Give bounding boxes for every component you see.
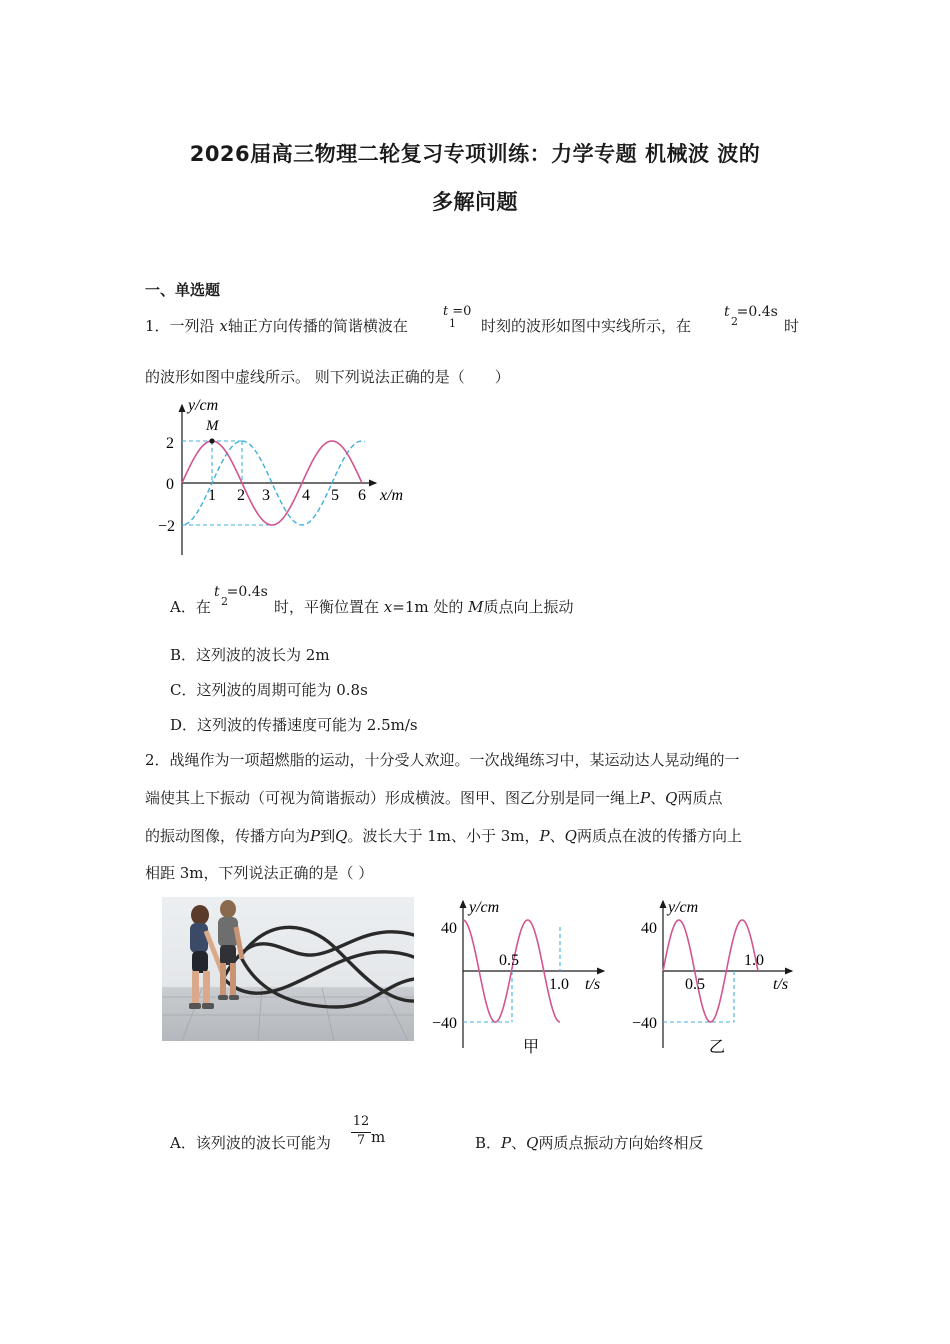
q2-line2-p: P <box>640 789 651 807</box>
q1-text-c: 时刻的波形如图中实线所示，在 <box>481 317 692 335</box>
q1-option-a-t2-symbol: t <box>214 584 220 600</box>
q1-x-tick-2: 2 <box>237 487 245 504</box>
q1-line2: 的波形如图中虚线所示。 则下列说法正确的是（ ） <box>145 368 510 386</box>
jia-y-bottom: −40 <box>432 1015 458 1032</box>
q1-number: 1． <box>145 317 170 335</box>
yi-t1: 0.5 <box>685 976 705 993</box>
q2-option-b-p: P <box>501 1134 512 1152</box>
jia-caption: 甲 <box>523 1039 540 1056</box>
yi-t2: 1.0 <box>744 952 764 969</box>
q1-y-label <box>186 397 218 414</box>
yi-y-bottom: −40 <box>632 1015 658 1032</box>
man-figure <box>218 900 242 1000</box>
q1-t1-value: =0 <box>452 304 472 319</box>
q2-option-b-sep: 、 <box>511 1134 527 1152</box>
q2-option-a-numerator: 12 <box>352 1114 370 1129</box>
q1-wave-graph <box>150 393 420 563</box>
q1-option-a-rest-b: =1m 处的 <box>392 598 464 616</box>
q2-line3-e: 两质点在波的传播方向上 <box>576 827 742 845</box>
q1-x-tick-1: 1 <box>208 487 216 504</box>
q1-option-a-rest <box>274 596 574 617</box>
q1-y-tick-top: 2 <box>166 435 174 452</box>
q2-option-b-label: B． <box>475 1134 502 1152</box>
q1-option-a-rest-c: 质点向上振动 <box>483 598 574 616</box>
q2-graph-yi <box>630 893 810 1063</box>
q1-x-tick-3: 3 <box>262 487 270 504</box>
q2-line3-q: Q <box>335 827 348 845</box>
q2-line3 <box>145 825 742 846</box>
q1-option-a-t2-subscript: 2 <box>221 595 228 608</box>
q1-option-c: C．这列波的周期可能为 0.8s <box>170 681 368 699</box>
q1-t2-subscript: 2 <box>731 315 738 328</box>
q2-line2-q: Q <box>665 789 678 807</box>
q2-option-a-unit: m <box>371 1128 386 1146</box>
q2-line3-p2: P <box>539 827 550 845</box>
q1-line1 <box>145 315 408 336</box>
q2-line4: 相距 3m，下列说法正确的是（ ） <box>145 864 374 882</box>
q2-line2 <box>145 787 722 808</box>
q2-line1: 2．战绳作为一项超燃脂的运动，十分受人欢迎。一次战绳练习中，某运动达人晃动绳的一 <box>145 751 740 769</box>
q2-line2-sep: 、 <box>650 789 666 807</box>
jia-t1: 0.5 <box>499 952 519 969</box>
yi-y-label: y/cm <box>668 899 699 916</box>
q1-origin-label: 0 <box>166 476 174 493</box>
q1-x-tick-4: 4 <box>302 487 310 504</box>
q2-option-a-label: A．该列波的波长可能为 <box>170 1134 331 1152</box>
q1-option-a-x: x <box>383 598 393 616</box>
q2-option-b-rest: 两质点振动方向始终相反 <box>538 1134 704 1152</box>
q2-graph-jia <box>432 893 612 1063</box>
q2-option-b <box>475 1132 703 1153</box>
q2-line3-b: 到 <box>320 827 336 845</box>
q1-x-tick-6: 6 <box>358 487 366 504</box>
yi-x-label: t/s <box>773 976 789 993</box>
q2-option-a-fraction <box>350 1114 372 1149</box>
q2-line2-text: 端使其上下振动（可视为简谐振动）形成横波。图甲、图乙分别是同一绳上 <box>145 789 641 807</box>
q1-option-a-rest-a: 时，平衡位置在 <box>274 598 380 616</box>
q1-option-a-label: A．在 <box>170 598 211 616</box>
q1-t1-expr <box>443 304 471 319</box>
q1-point-m <box>209 438 214 443</box>
q2-line3-d: 、 <box>549 827 565 845</box>
q2-option-b-q: Q <box>526 1134 539 1152</box>
q1-point-m-label: M <box>206 418 219 434</box>
battle-rope-illustration <box>162 897 414 1041</box>
q1-x-label: x/m <box>380 487 404 504</box>
page-title-line1: 2026届高三物理二轮复习专项训练：力学专题 机械波 波的 <box>189 142 761 166</box>
q2-line3-c: 。波长大于 1m、小于 3m， <box>347 827 540 845</box>
q1-text-d: 时 <box>784 317 800 335</box>
q1-t1-subscript: 1 <box>449 317 456 330</box>
jia-x-label: t/s <box>585 976 601 993</box>
q1-x-tick-5: 5 <box>331 487 339 504</box>
jia-y-label: y/cm <box>469 899 500 916</box>
q1-text-a: 一列沿 <box>169 317 215 335</box>
q1-option-d: D．这列波的传播速度可能为 2.5m/s <box>170 716 418 734</box>
q1-var-x: x <box>219 317 228 335</box>
section-heading: 一、单选题 <box>145 281 221 299</box>
jia-y-top: 40 <box>441 920 457 937</box>
jia-t2: 1.0 <box>549 976 569 993</box>
yi-caption: 乙 <box>709 1039 726 1056</box>
q1-t1-symbol: t <box>443 304 449 319</box>
q1-y-tick-bottom: −2 <box>158 518 176 535</box>
q1-t2-symbol: t <box>724 304 730 320</box>
q1-t2-value: =0.4s <box>736 304 778 320</box>
q1-option-b: B．这列波的波长为 2m <box>170 646 330 664</box>
q2-option-a-denominator: 7 <box>356 1133 366 1148</box>
q1-option-a-t2-value: =0.4s <box>226 584 268 600</box>
q2-line2-end: 两质点 <box>677 789 723 807</box>
page-title-line2: 多解问题 <box>432 190 518 214</box>
q1-option-a-m: M <box>468 598 484 616</box>
battle-rope-photo <box>162 897 414 1041</box>
yi-y-top: 40 <box>641 920 657 937</box>
q2-line3-q2: Q <box>564 827 577 845</box>
q2-line3-a: 的振动图像，传播方向为 <box>145 827 311 845</box>
q2-line3-p: P <box>310 827 321 845</box>
q1-y-label-text: y/cm <box>188 397 219 414</box>
q1-text-b: 轴正方向传播的简谐横波在 <box>227 317 408 335</box>
